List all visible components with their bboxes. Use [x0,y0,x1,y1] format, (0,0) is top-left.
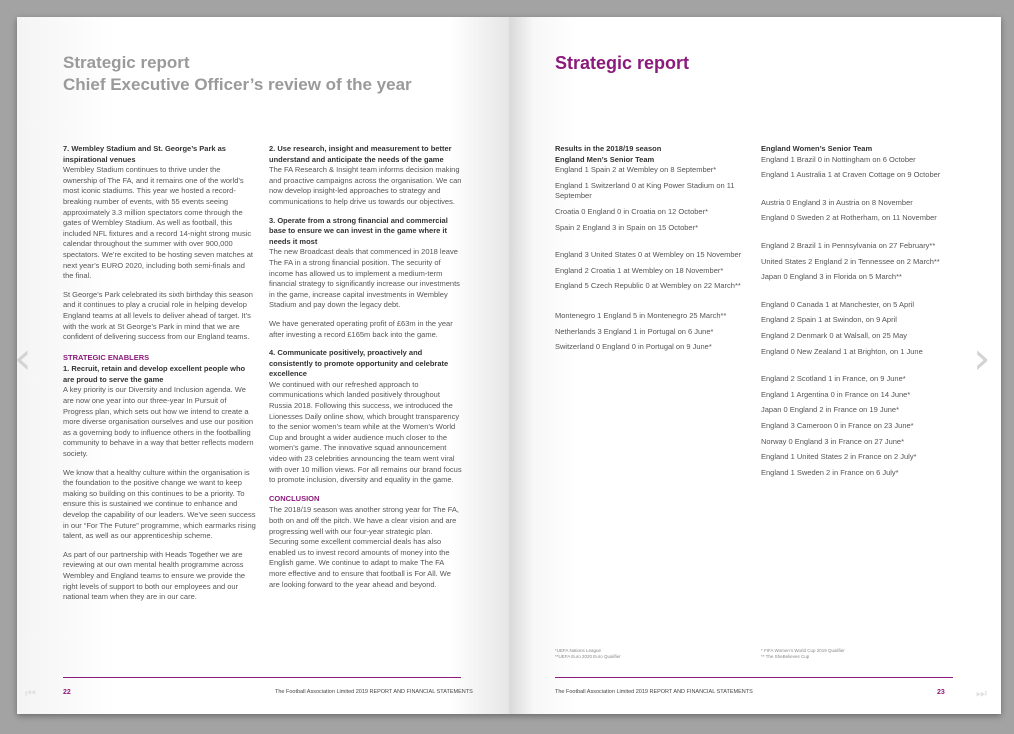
result-item: England 5 Czech Republic 0 at Wembley on 22 March** [555,281,741,291]
page-title: Strategic report [63,53,190,72]
result-item: England 2 Brazil 1 in Pennsylvania on 27 February** [761,240,936,250]
result-item: United States 2 England 2 in Tennessee on 2 March** [761,256,940,266]
chevron-right-icon[interactable]: › [973,333,991,384]
footer-rule [555,677,953,678]
section-heading: 1. Recruit, retain and develop excellent people who are proud to serve the game [63,364,246,384]
result-item: Spain 2 England 3 in Spain on 15 October* [555,222,699,232]
paragraph: Wembley Stadium continues to thrive under the ownership of The FA, and it remains one of the world’s most iconic stadiums. This year we hosted a record-breaking number of events, with 55 events seeing approximately 3.3 million spectators come through the gates of Wembley Stadium. As well as football, this included NFL fixtures and a record 14-night strong music calendar throughout the summer with over 900,000 spectators. We’re excited to be hosting seven matches at next year’s EURO 2020, including both semi-finals and the final. [63,165,253,281]
chevron-left-icon[interactable]: ‹ [14,333,32,384]
last-page-icon[interactable]: ⏭ [976,686,987,700]
men-results-column [555,144,750,358]
paragraph: We know that a healthy culture within the organisation is the foundation to the positive change we want to keep making so building on this continues to be a priority. To ensure this is sustained we continue to enhance and develop the capability of our leaders. We’ve seen success in our “For The Future” programme, which earmarks rising talent, as well as our apprenticeship scheme. [63,467,256,541]
footer-text: The Football Association Limited 2019 REPORT AND FINANCIAL STATEMENTS [275,689,473,695]
page-number: 22 [63,689,71,696]
page-title: Strategic report [555,53,690,73]
footer-text: The Football Association Limited 2019 REPORT AND FINANCIAL STATEMENTS [555,689,753,695]
section-heading: 4. Communicate positively, proactively and consistently to promote opportunity and celebrate excellence [269,348,449,379]
paragraph: We have generated operating profit of £63m in the year after investing a record £165m back into the game. [269,318,453,339]
footer-rule [63,677,461,678]
footnotes [555,648,621,660]
result-item: England 0 Canada 1 at Manchester, on 5 April [761,299,915,309]
section-label: STRATEGIC ENABLERS [63,352,150,362]
result-item: Croatia 0 England 0 in Croatia on 12 October* [555,206,709,216]
result-item: England 1 Australia 1 at Craven Cottage on 9 October [761,170,941,180]
paragraph: The FA Research & Insight team informs decision making and proactive campaigns across the organisation. We can now develop insight-led approaches to strategy and communications to help drive us towards our objectives. [269,165,462,206]
left-page [17,17,509,714]
women-results-column [761,144,961,483]
result-item: England 3 Cameroon 0 in France on 23 June* [761,420,914,430]
section-heading: 2. Use research, insight and measurement to better understand and anticipate the needs of the game [269,144,452,164]
footnote: *UEFA Nations League [555,648,602,653]
section-heading: 3. Operate from a strong financial and commercial base to ensure we can invest in the game where it needs it most [269,215,448,246]
result-item: England 2 Scotland 1 in France, on 9 June* [761,374,906,384]
result-item: England 2 Denmark 0 at Walsall, on 25 May [761,330,908,340]
result-item: Montenegro 1 England 5 in Montenegro 25 March** [555,310,727,320]
paragraph: As part of our partnership with Heads Together we are reviewing at our own mental health programme across Wembley and England teams to ensure we provide the right levels of support to both our employees and our national team when they are in our care. [63,549,246,602]
footnotes [761,648,845,660]
result-item: Switzerland 0 England 0 in Portugal on 9 June* [555,342,712,352]
result-item: England 1 Brazil 0 in Nottingham on 6 October [761,154,916,164]
team-heading: England Women’s Senior Team [761,144,873,153]
result-item: Japan 0 England 3 in Florida on 5 March** [761,272,902,282]
result-item: England 1 Spain 2 at Wembley on 8 September* [555,165,717,175]
left-column-1 [63,144,256,611]
result-item: England 1 Argentina 0 in France on 14 June* [761,389,911,399]
paragraph: The new Broadcast deals that commenced in 2018 leave The FA in a strong financial position. The security of income has allowed us to implement a medium-term financial strategy to significantly increase our investments in the game, increase capital investments in Wembley Stadium and pay down the legacy debt. [269,247,460,310]
result-item: Norway 0 England 3 in France on 27 June* [761,436,905,446]
section-label: CONCLUSION [269,493,320,503]
result-item: England 3 United States 0 at Wembley on 15 November [555,250,742,260]
result-item: Netherlands 3 England 1 in Portugal on 6 June* [555,326,714,336]
result-item: Japan 0 England 2 in France on 19 June* [761,405,900,415]
paragraph: We continued with our refreshed approach to communications which landed positively throughout Russia 2018. Following this success, we introduced the Lionesses Daily online show, which brought transparency to the senior women’s team while at the Women’s World Cup and brought a wider audience much closer to the women’s game. The innovative squad announcement video with 23 celebrities announcing the team went viral with over 10 million views. For all remains our brand focus to promote inclusion, diversity and equality in the game. [269,379,462,485]
result-item: England 1 Switzerland 0 at King Power Stadium on 11 September [555,180,735,201]
left-column-2 [269,144,462,598]
result-item: England 1 Sweden 2 in France on 6 July* [761,467,899,477]
result-item: England 0 New Zealand 1 at Brighton, on 1 June [761,346,923,356]
footnote: ** The SheBelieves Cup [761,654,810,659]
team-heading: England Men’s Senior Team [555,154,655,164]
paragraph: A key priority is our Diversity and Inclusion agenda. We are now one year into our three-year In Pursuit of Progress plan, which sets out how we intend to create a more diverse organisation ourselves and use our position as a governing body to influence others in the footballing community to behave in a way that better reflects modern society. [63,385,254,459]
result-item: England 2 Spain 1 at Swindon, on 9 April [761,315,897,325]
first-page-icon[interactable]: ⏮ [25,686,36,700]
right-page [509,17,1001,714]
paragraph: The 2018/19 season was another strong year for The FA, both on and off the pitch. We have a clear vision and are progressing well with our four-year strategic plan. Securing some excellent commercial deals has also enabled us to invest record amounts of money into the English game. We continue to adapt to make The FA more effective and to ensure that football is For All. We are looking forward to the year ahead and beyond. [269,505,459,589]
footnote: * FIFA Women’s World Cup 2019 Qualifier [761,648,845,653]
result-item: England 2 Croatia 1 at Wembley on 18 November* [555,265,724,275]
page-number: 23 [937,689,945,696]
result-item: England 1 United States 2 in France on 2 July* [761,452,917,462]
magazine-spread [17,17,1001,714]
paragraph: St George’s Park celebrated its sixth birthday this season and it continues to play a crucial role in helping develop England teams at all levels to deliver ahead of target. It’s with the work at St George’s Park in mind that we are confident of delivering success from our England teams. [63,289,253,342]
footnote: **UEFA Euro 2020 Euro Qualifier [555,654,621,659]
result-item: England 0 Sweden 2 at Rotherham, on 11 November [761,213,937,223]
section-heading: 7. Wembley Stadium and St. George’s Park as inspirational venues [63,144,226,164]
page-subtitle: Chief Executive Officer’s review of the year [63,75,412,94]
result-item: Austria 0 England 3 in Austria on 8 November [761,197,913,207]
results-heading: Results in the 2018/19 season [555,144,662,153]
